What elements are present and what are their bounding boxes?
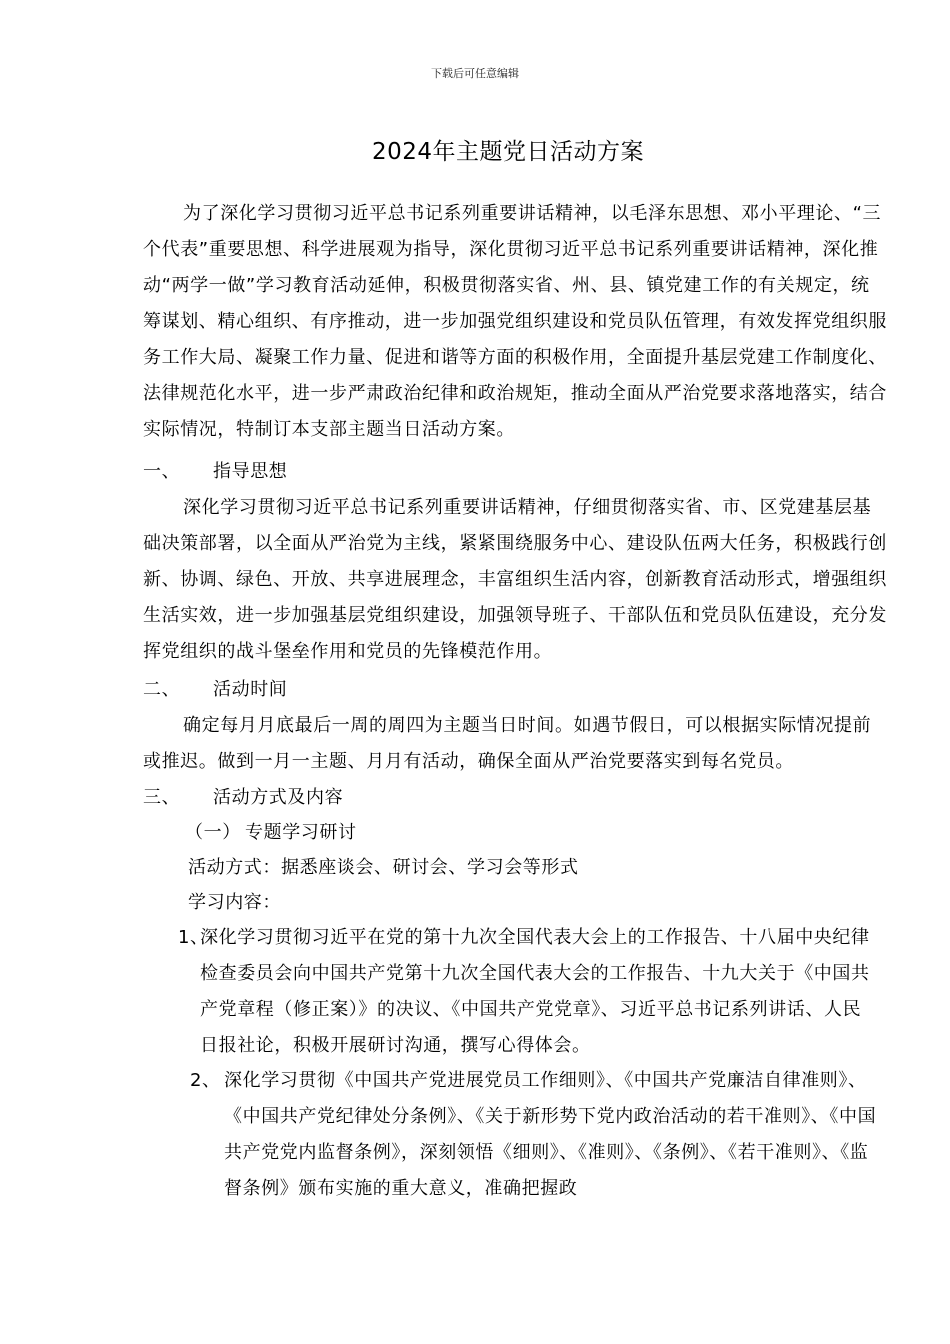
section-paragraph-1: 深化学习贯彻习近平总书记系列重要讲话精神，仔细贯彻落实省、市、区党建基层基础决策部署，以全面从严治党为主线，紧紧围绕服务中心、建设队伍两大任务，积极践行创新、协调、绿色、开放、共享进展理念，丰富组织生活内容，创新教育活动形式，增强组织生活实效，进一步加强基层党组织建设，加强领导班子、干部队伍和党员队伍建设，充分发挥党组织的战斗堡垒作用和党员的先锋模范作用。 — [143, 497, 887, 662]
list-item-1 — [178, 920, 878, 1064]
subsection-number: （一） — [185, 822, 241, 843]
section-heading-3 — [143, 780, 343, 816]
activity-method: 活动方式：据悉座谈会、研讨会、学习会等形式 — [188, 857, 579, 878]
section-number: 一、 — [143, 461, 181, 482]
subsection-heading — [185, 815, 357, 851]
section-heading-2 — [143, 672, 287, 708]
section-paragraph-2: 确定每月月底最后一周的周四为主题当日时间。如遇节假日，可以根据实际情况提前或推迟。做到一月一主题、月月有活动，确保全面从严治党要落实到每名党员。 — [143, 715, 872, 772]
document-title: 2024年主题党日活动方案 — [371, 139, 645, 165]
subsection-title: 专题学习研讨 — [245, 822, 357, 843]
intro-paragraph: 为了深化学习贯彻习近平总书记系列重要讲话精神，以毛泽东思想、邓小平理论、“三个代表”重要思想、科学进展观为指导，深化贯彻习近平总书记系列重要讲话精神，深化推动“两学一做”学习教育活动延伸，积极贯彻落实省、州、县、镇党建工作的有关规定，统筹谋划、精心组织、有序推动，进一步加强党组织建设和党员队伍管理，有效发挥党组织服务工作大局、凝聚工作力量、促进和谐等方面的积极作用，全面提升基层党建工作制度化、法律规范化水平，进一步严肃政治纪律和政治规矩，推动全面从严治党要求落地落实，结合实际情况，特制订本支部主题当日活动方案。 — [143, 203, 887, 440]
list-item-text: 深化学习贯彻习近平在党的第十九次全国代表大会上的工作报告、十八届中央纪律检查委员会向中国共产党第十九次全国代表大会的工作报告、十九大关于《中国共产党章程（修正案）》的决议、《中国共产党党章》、习近平总书记系列讲话、人民日报社论，积极开展研讨沟通，撰写心得体会。 — [200, 927, 870, 1056]
section-number: 三、 — [143, 787, 181, 808]
list-item-number: 2、 — [190, 1070, 221, 1091]
list-item-2 — [190, 1063, 880, 1207]
list-item-text: 深化学习贯彻《中国共产党进展党员工作细则》、《中国共产党廉洁自律准则》、《中国共产党纪律处分条例》、《关于新形势下党内政治活动的若干准则》、《中国共产党党内监督条例》，深刻领悟《细则》、《准则》、《条例》、《若干准则》、《监督条例》颁布实施的重大意义，准确把握政 — [224, 1070, 877, 1199]
section-number: 二、 — [143, 679, 181, 700]
section-heading-1 — [143, 454, 287, 490]
section-title: 活动时间 — [213, 679, 288, 700]
section-title: 活动方式及内容 — [213, 787, 344, 808]
content-label: 学习内容： — [188, 892, 281, 913]
header-note: 下载后可任意编辑 — [431, 67, 519, 80]
section-title: 指导思想 — [213, 461, 288, 482]
list-item-number: 1、 — [178, 927, 209, 948]
